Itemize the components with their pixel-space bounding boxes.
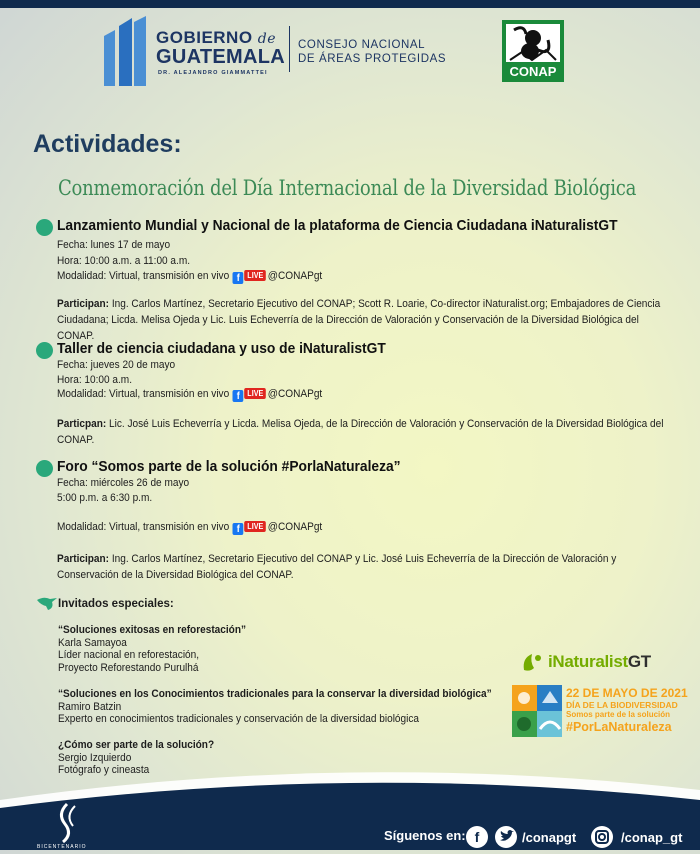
conapgt-link[interactable]: /conapgt — [522, 830, 577, 845]
biodiversity-day-badge — [512, 685, 688, 737]
president-label: DR. ALEJANDRO GIAMMATTEI — [158, 70, 268, 76]
biodiversity-mosaic-icon — [512, 685, 562, 737]
conap-name: CONSEJO NACIONAL DE ÁREAS PROTEGIDAS — [298, 39, 447, 65]
guests-section — [36, 594, 516, 774]
facebook-icon[interactable]: f — [466, 826, 488, 848]
live-badge: LIVE — [245, 521, 266, 532]
badge-text: 22 DE MAYO DE 2021 DÍA DE LA BIODIVERSIDAD Somos parte de la solución #PorLaNaturaleza — [566, 686, 688, 734]
inaturalist-leaf-icon — [520, 650, 544, 674]
inaturalist-logo — [520, 648, 660, 676]
twitter-icon[interactable] — [495, 826, 517, 848]
activity-time: Hora: 10:00 a.m. — [57, 374, 132, 386]
activity-item — [36, 339, 686, 449]
activity-participants: Participan: Ing. Carlos Martínez, Secretario Ejecutivo del CONAP; Scott R. Loarie, Co-director iNaturalist.org; Embajadores de Ciencia Ciudadana; Licda. Melisa Ojeda y Lic. Luis Echeverría de la Dirección de Valoración y Conservación de la Diversidad Biológica del CONAP. — [57, 298, 661, 342]
guest-item: “Soluciones exitosas en reforestación” Karla Samayoa Líder nacional en reforestación, Proyecto Reforestando Purulhá — [58, 624, 247, 674]
live-badge: LIVE — [245, 270, 266, 281]
page-subtitle: Conmemoración del Día Internacional de la Diversidad Biológica — [58, 176, 637, 200]
live-badge: LIVE — [245, 388, 266, 399]
activity-mode: Modalidad: Virtual, transmisión en vivo f LIVE @CONAPgt — [57, 388, 323, 402]
top-bar — [0, 0, 700, 8]
activity-date: Fecha: lunes 17 de mayo — [57, 239, 171, 251]
bullet-dot-icon — [36, 219, 53, 236]
guatemala-bars-icon — [104, 16, 148, 86]
gobierno-guatemala-logo — [104, 16, 285, 86]
activity-time: Hora: 10:00 a.m. a 11:00 a.m. — [57, 255, 191, 267]
gobierno-label: GOBIERNO de — [156, 28, 277, 47]
conap-logo-text: CONAP — [509, 64, 557, 79]
facebook-icon: f — [233, 390, 244, 402]
inaturalist-text: iNaturalistGT — [548, 652, 651, 671]
bicentenario-text: BICENTENARIO — [37, 844, 87, 850]
header-divider — [289, 26, 290, 72]
activity-item — [36, 457, 686, 582]
guest-item: “Soluciones en los Conocimientos tradicionales para la conservar la diversidad biológica” Ramiro Batzin Experto en conocimientos tradicionales y conservación de la diversidad biológica — [58, 688, 492, 725]
bullet-dot-icon — [36, 460, 53, 477]
activity-time: 5:00 p.m. a 6:30 p.m. — [57, 492, 153, 504]
guatemala-label: GUATEMALA — [156, 46, 285, 68]
bullet-dot-icon — [36, 342, 53, 359]
activity-mode: Modalidad: Virtual, transmisión en vivo f LIVE @CONAPgt — [57, 270, 323, 284]
facebook-icon: f — [233, 272, 244, 284]
guests-title: Invitados especiales: — [58, 598, 174, 610]
activity-participants: Particpan: Lic. José Luis Echeverría y Licda. Melisa Ojeda, de la Dirección de Valoración y Conservación de la Diversidad Biológica del CONAP. — [57, 418, 664, 446]
activity-date: Fecha: miércoles 26 de mayo — [57, 477, 190, 489]
bicentenario-icon — [45, 800, 89, 844]
activity-title: Taller de ciencia ciudadana y uso de iNaturalistGT — [57, 340, 386, 357]
guest-item: ¿Cómo ser parte de la solución? Sergio Izquierdo Fotógrafo y cineasta — [58, 739, 215, 776]
conap-logo — [502, 20, 564, 82]
activity-item — [36, 216, 686, 342]
conap-gt-link[interactable]: /conap_gt — [621, 830, 683, 845]
instagram-icon[interactable] — [591, 826, 613, 848]
page-title: Actividades: — [33, 130, 182, 158]
activity-title: Lanzamiento Mundial y Nacional de la plataforma de Ciencia Ciudadana iNaturalistGT — [57, 217, 618, 234]
follow-label: Síguenos en: — [384, 828, 466, 843]
facebook-icon: f — [233, 523, 244, 535]
activity-mode: Modalidad: Virtual, transmisión en vivo f LIVE @CONAPgt — [57, 521, 323, 535]
bird-icon — [36, 596, 58, 612]
bicentenario-logo — [37, 800, 89, 850]
activity-date: Fecha: jueves 20 de mayo — [57, 359, 176, 371]
activity-title: Foro “Somos parte de la solución #PorlaNaturaleza” — [57, 458, 401, 475]
activity-participants: Participan: Ing. Carlos Martínez, Secretario Ejecutivo del CONAP y Lic. José Luis Echeverría de la Dirección de Valoración y Conservación de la Diversidad Biológica del CONAP. — [57, 553, 617, 581]
